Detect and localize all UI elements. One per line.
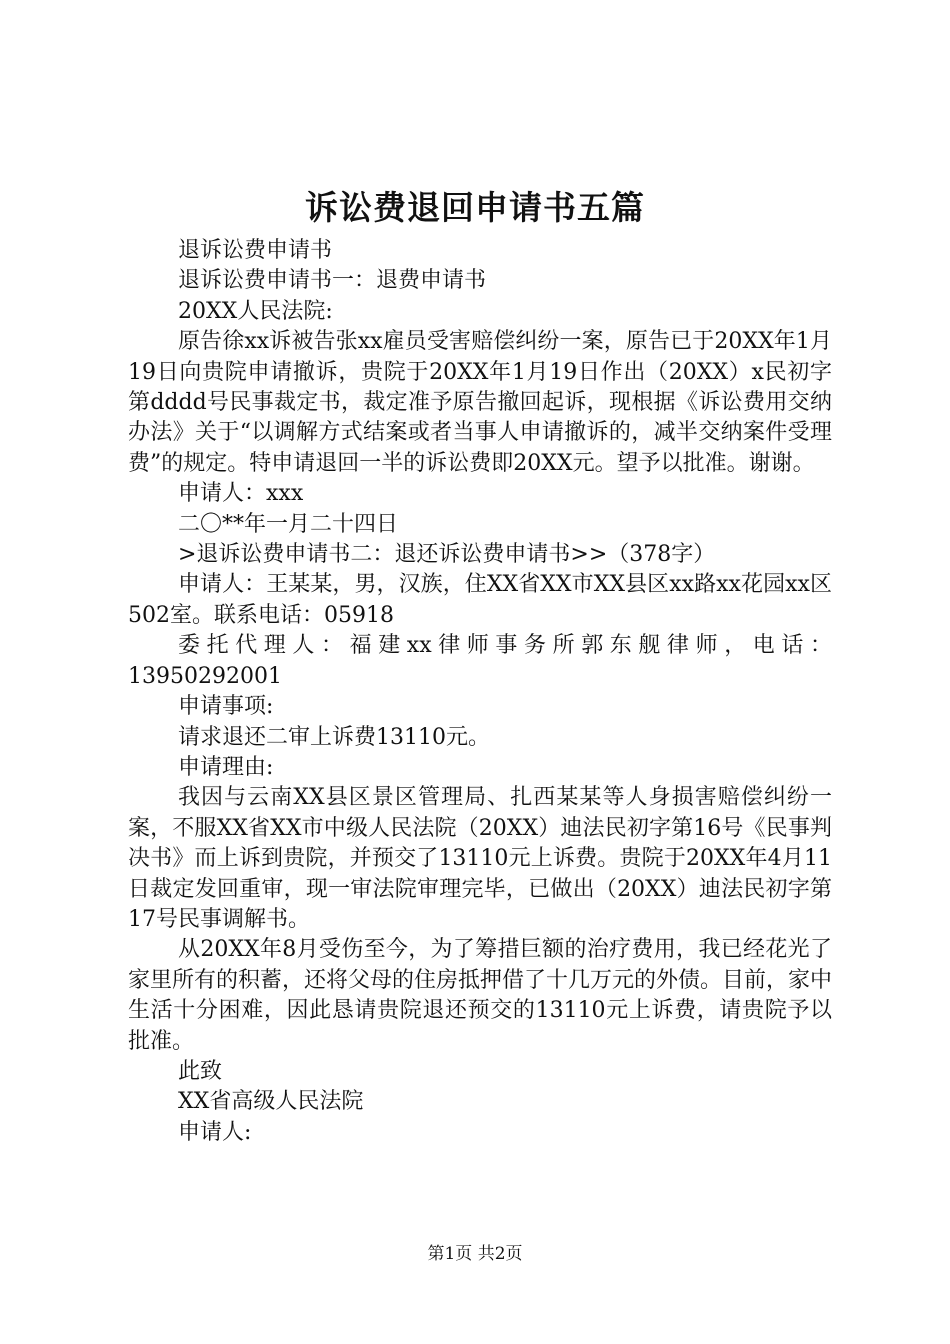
paragraph: 委托代理人：福建xx律师事务所郭东舰律师，电话：13950292001 xyxy=(128,633,832,689)
paragraph: 退诉讼费申请书 xyxy=(178,238,333,263)
document-title: 诉讼费退回申请书五篇 xyxy=(305,188,645,227)
paragraph: 申请人：王某某，男，汉族，住XX省XX市XX县区xx路xx花园xx区502室。联系电话：05918 xyxy=(128,572,832,628)
paragraph: >退诉讼费申请书二：退还诉讼费申请书>>（378字） xyxy=(178,542,716,568)
paragraph: 申请人：xxx xyxy=(178,481,304,507)
paragraph: 退诉讼费申请书一：退费申请书 xyxy=(178,268,487,294)
paragraph: XX省高级人民法院 xyxy=(178,1089,364,1115)
paragraph: 申请事项: xyxy=(178,694,274,720)
paragraph: 申请理由: xyxy=(178,754,274,780)
page-footer: 第1页 共2页 xyxy=(427,1244,523,1264)
document-body xyxy=(128,236,832,1148)
paragraph: 此致 xyxy=(178,1058,223,1084)
paragraph: 请求退还二审上诉费13110元。 xyxy=(178,724,490,750)
paragraph: 我因与云南XX县区景区管理局、扎西某某等人身损害赔偿纠纷一案，不服XX省XX市中级人民法院（20XX）迪法民初字第16号《民事判决书》而上诉到贵院，并预交了13110元上诉费。贵院于20XX年4月11日裁定发回重审，现一审法院审理完毕，已做出（20XX）迪法民初字第17号民事调解书。 xyxy=(128,785,832,932)
paragraph: 原告徐xx诉被告张xx雇员受害赔偿纠纷一案，原告已于20XX年1月19日向贵院申请撤诉，贵院于20XX年1月19日作出（20XX）x民初字第dddd号民事裁定书，裁定准予原告撤回起诉，现根据《诉讼费用交纳办法》关于“以调解方式结案或者当事人申请撤诉的，减半交纳案件受理费”的规定。特申请退回一半的诉讼费即20XX元。望予以批准。谢谢。 xyxy=(128,329,832,476)
paragraph: 二〇**年一月二十四日 xyxy=(178,511,399,537)
paragraph: 从20XX年8月受伤至今，为了筹措巨额的治疗费用，我已经花光了家里所有的积蓄，还将父母的住房抵押借了十几万元的外债。目前，家中生活十分困难，因此恳请贵院退还预交的13110元上诉费，请贵院予以批准。 xyxy=(128,937,833,1054)
paragraph: 20XX人民法院: xyxy=(178,298,333,324)
paragraph: 申请人: xyxy=(178,1119,252,1145)
